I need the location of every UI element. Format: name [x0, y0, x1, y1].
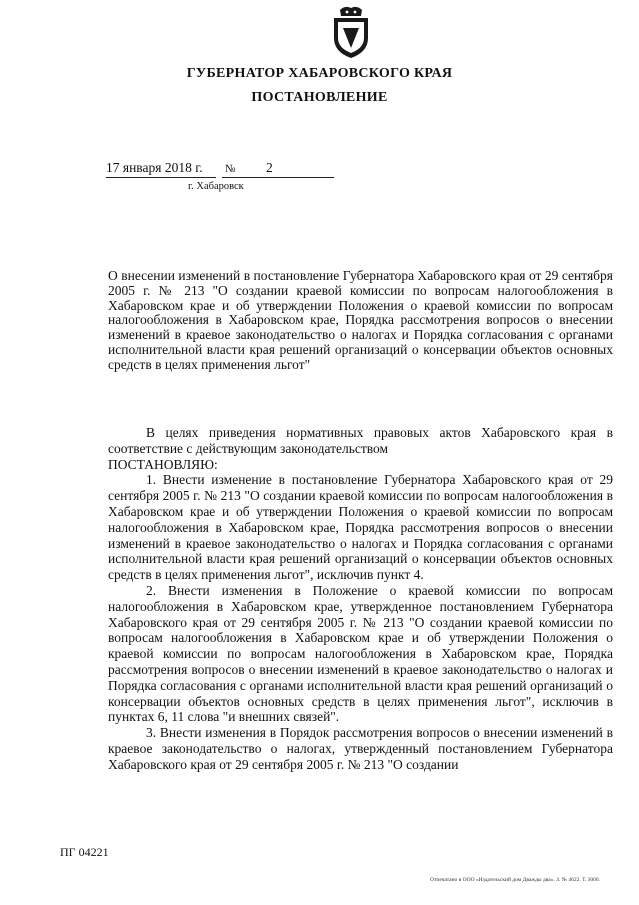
- document-title: О внесении изменений в постановление Губернатора Хабаровского края от 29 сентября 2005 г. № 213 "О создании краевой комиссии по вопросам налогообложения в Хабаровском крае и об утверждении Положения о краевой комиссии по вопросам налогообложения в Хабаровском крае, Порядка рассмотрения вопросов о внесении изменений в краевое законодательство о налогах и Порядка согласования с органами исполнительной власти края решений организаций о консервации объектов основных средств в целях применения льгот": [108, 268, 613, 372]
- document-date: 17 января 2018 г.: [106, 160, 203, 175]
- document-city: г. Хабаровск: [188, 181, 244, 192]
- preamble: В целях приведения нормативных правовых актов Хабаровского края в соответствие с действующим законодательством: [108, 425, 613, 456]
- date-underline: [106, 177, 216, 178]
- coat-of-arms-emblem: [328, 4, 374, 60]
- item-1: 1. Внести изменение в постановление Губернатора Хабаровского края от 29 сентября 2005 г. № 213 "О создании краевой комиссии по вопросам налогообложения в Хабаровском крае и об утверждении Положения о краевой комиссии по вопросам налогообложения в Хабаровском крае, Порядка рассмотрения вопросов о внесении изменений в краевое законодательство о налогах и Порядка согласования с органами исполнительной власти края решений организаций о консервации объектов основных средств в целях применения льгот", исключив пункт 4.: [108, 472, 613, 583]
- document-type: ПОСТАНОВЛЕНИЕ: [251, 90, 388, 105]
- decree-word: ПОСТАНОВЛЯЮ:: [108, 456, 218, 472]
- item-3: 3. Внести изменения в Порядок рассмотрения вопросов о внесении изменений в краевое законодательство о налогах, утвержденный постановлением Губернатора Хабаровского края от 29 сентября 2005 г. № 213 "О создании: [108, 725, 613, 772]
- issuing-authority: ГУБЕРНАТОР ХАБАРОВСКОГО КРАЯ: [186, 66, 453, 81]
- printer-note: Отпечатано в ООО «Издательский дом Дважды два». З. № 4622. Т. 3000.: [430, 877, 601, 883]
- form-code: ПГ 04221: [60, 845, 109, 859]
- document-body: [108, 425, 613, 773]
- number-sign: №: [225, 163, 236, 175]
- item-2: 2. Внести изменения в Положение о краевой комиссии по вопросам налогообложения в Хабаровском крае, утвержденное постановлением Губернатора Хабаровского края от 29 сентября 2005 г. № 213 "О создании краевой комиссии по вопросам налогообложения в Хабаровском крае и об утверждении Положения о краевой комиссии по вопросам налогообложения в Хабаровском крае, Порядка рассмотрения вопросов о внесении изменений в краевое законодательство о налогах и Порядка согласования с органами исполнительной власти края решений организаций о консервации объектов основных средств в целях применения льгот", исключив в пунктах 6, 11 слова "и внешних связей".: [108, 582, 613, 725]
- number-underline: [222, 177, 334, 178]
- document-number: 2: [266, 160, 273, 175]
